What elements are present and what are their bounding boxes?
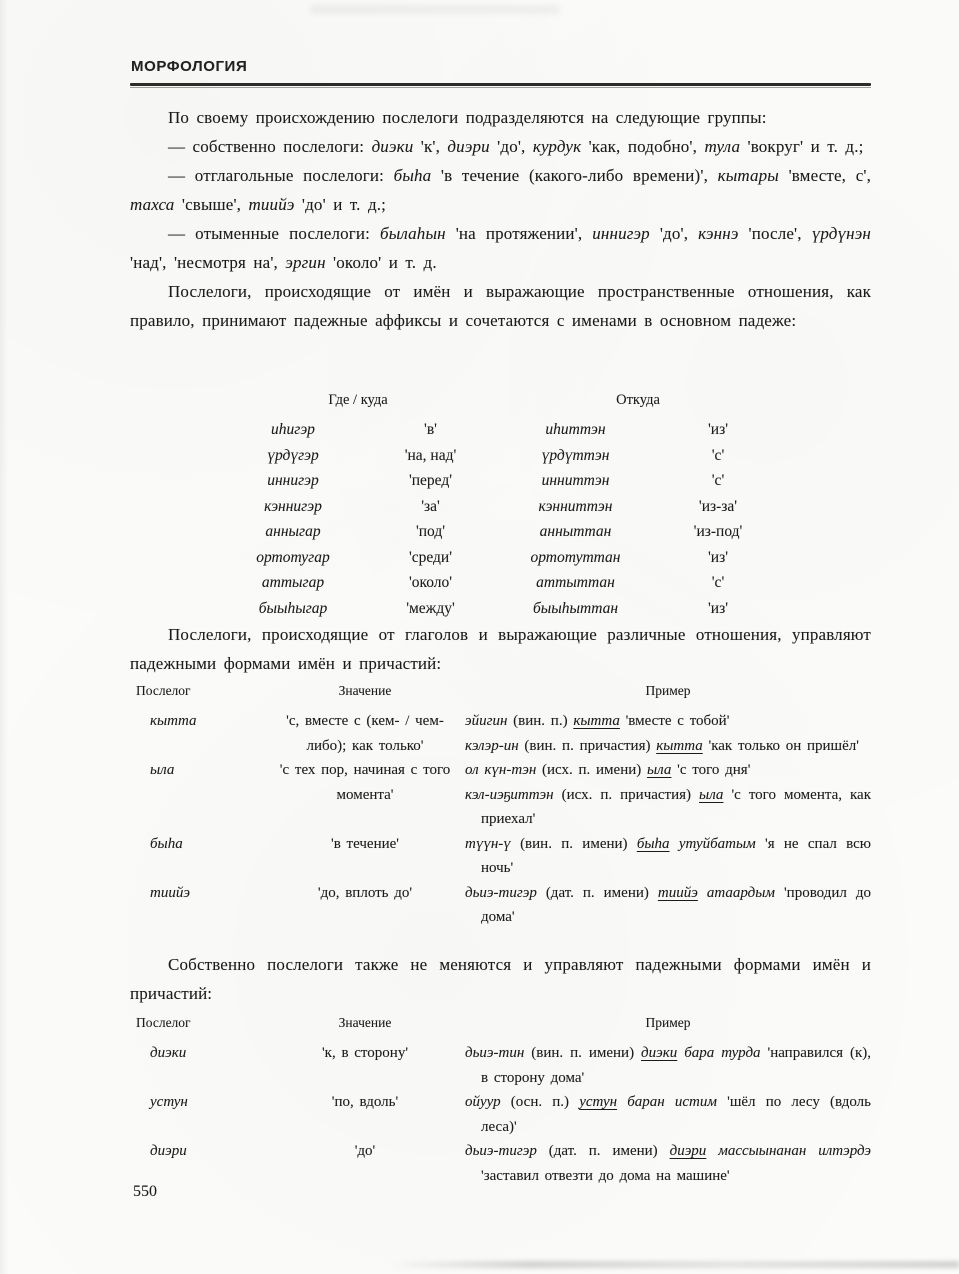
gloss: 'из-за' <box>698 497 738 515</box>
column-header-postposition: Послелог <box>136 683 191 698</box>
table-row <box>221 417 781 443</box>
table-row <box>221 570 781 596</box>
table-row <box>130 758 871 832</box>
paragraph-spatial-note: Послелоги, происходящие от имён и выражающие пространственные отношения, как правило, принимают падежные аффиксы и сочетаются с именами в основном падеже: <box>130 282 871 330</box>
example-sentence: ойуур (осн. п.) устун баран истим 'шёл по лесу (вдоль леса)' <box>465 1094 871 1135</box>
example-sentence: ол күн-тэн (исх. п. имени) ыла 'с того дня' <box>465 762 751 778</box>
header-rule <box>130 83 871 88</box>
meaning-cell: 'до' <box>354 1143 376 1159</box>
table-row <box>221 468 781 494</box>
running-header-title: МОРФОЛОГИЯ <box>131 58 248 75</box>
gloss: 'за' <box>421 497 440 515</box>
table-row <box>130 1139 871 1188</box>
yakut-word: ортотуттан <box>530 548 621 566</box>
meaning-cell: 'в течение' <box>331 835 399 852</box>
postposition-word: диэки <box>150 1045 187 1061</box>
example-sentence: эйигин (вин. п.) кытта 'вместе с тобой' <box>465 713 730 729</box>
meaning-cell: 'с тех пор, начиная с того момента' <box>279 762 451 803</box>
paragraph-nominal-postpositions: — отыменные послелоги: былаһын 'на протяжении', иннигэр 'до', кэннэ 'после', үрдүнэн 'над', 'несмотря на', эргин 'около' и т. д. <box>130 224 871 272</box>
table-row <box>130 709 871 758</box>
yakut-word: аттыттан <box>536 574 615 591</box>
examples-cell <box>465 1090 871 1139</box>
postposition-word: тиийэ <box>150 884 190 901</box>
gloss: 'среди' <box>408 548 453 566</box>
examples-cell <box>465 1139 871 1188</box>
postposition-word: ыла <box>150 762 175 778</box>
paragraph-verbal-note-wrap <box>130 620 871 678</box>
example-sentence: кэлэр-ин (вин. п. причастия) кытта 'как только он пришёл' <box>465 737 859 754</box>
scan-smudge-bottom <box>388 1261 959 1268</box>
yakut-word: иһиттэн <box>545 421 606 438</box>
column-header-example: Пример <box>645 1015 691 1030</box>
examples-cell <box>465 832 871 881</box>
yakut-word: инниттэн <box>541 472 610 489</box>
examples-cell <box>465 758 871 832</box>
yakut-word: кэнниттэн <box>538 497 613 515</box>
table-own-postpositions <box>130 1014 871 1188</box>
examples-cell <box>465 1041 871 1090</box>
paragraph-own-note: Собственно послелоги также не меняются и управляют падежными формами имён и причастий: <box>130 955 871 1003</box>
meaning-cell: 'с, вместе с (кем- / чем-либо); как только' <box>286 713 444 754</box>
table-header-row <box>130 1014 871 1032</box>
table-row <box>130 881 871 930</box>
examples-cell <box>465 881 871 930</box>
table-where-from-header <box>221 390 781 410</box>
postposition-word: диэри <box>150 1143 187 1159</box>
postposition-word: кытта <box>150 713 197 729</box>
table-row <box>130 1041 871 1090</box>
table-row <box>221 545 781 571</box>
table-header-row <box>130 682 871 700</box>
yakut-word: ортотугар <box>256 548 330 566</box>
paragraph-own-note-wrap <box>130 950 871 1008</box>
example-sentence: кэл-иэҕиттэн (исх. п. причастия) ыла 'с того момента, как приехал' <box>465 786 872 827</box>
table-row <box>221 596 781 622</box>
yakut-word: анныттан <box>539 523 612 540</box>
column-header-meaning: Значение <box>338 1015 392 1030</box>
gloss: 'с' <box>711 472 725 489</box>
column-header-postposition: Послелог <box>136 1015 191 1030</box>
yakut-word: быыһыгар <box>258 599 328 617</box>
yakut-word: кэннигэр <box>264 497 322 515</box>
table-where-from <box>130 390 871 621</box>
meaning-cell: 'до, вплоть до' <box>317 884 413 901</box>
yakut-word: үрдүттэн <box>541 446 610 464</box>
gloss: 'в' <box>424 421 437 438</box>
table-row <box>130 1090 871 1139</box>
postposition-word: быһа <box>150 835 183 852</box>
example-sentence: дьиэ-тигэр (дат. п. имени) диэри массыынанан илтэрдэ 'заставил отвезти до дома на машине' <box>465 1143 871 1184</box>
paragraph-verbal-postpositions: — отглагольные послелоги: быһа 'в течение (какого-либо времени)', кытары 'вместе, с', тахса 'свыше', тиийэ 'до' и т. д.; <box>130 166 871 214</box>
scan-smudge-top <box>310 5 560 14</box>
gloss: 'с' <box>711 446 725 464</box>
example-sentence: дьиэ-тин (вин. п. имени) диэки бара турда 'направился (к), в сторону дома' <box>465 1045 872 1086</box>
gloss: 'под' <box>415 523 446 540</box>
table-row <box>221 443 781 469</box>
yakut-word: иннигэр <box>267 472 319 489</box>
gloss: 'из' <box>707 599 728 617</box>
yakut-word: иһигэр <box>271 421 315 438</box>
examples-cell <box>465 709 871 758</box>
gloss: 'из' <box>707 421 728 438</box>
example-sentence: дьиэ-тигэр (дат. п. имени) тиийэ атаардым 'проводил до дома' <box>465 884 872 925</box>
yakut-word: аттыгар <box>261 574 325 591</box>
paragraph-verbal-note: Послелоги, происходящие от глаголов и выражающие различные отношения, управляют падежными формами имён и причастий: <box>130 625 871 673</box>
postposition-word: устун <box>150 1094 188 1110</box>
scan-shadow-left-edge <box>0 0 8 1274</box>
gloss: 'из-под' <box>693 523 743 540</box>
paragraph-own-postpositions: — собственно послелоги: диэки 'к', диэри 'до', курдук 'как, подобно', тула 'вокруг' и т. д.; <box>168 137 864 156</box>
meaning-cell: 'по, вдоль' <box>331 1094 399 1110</box>
meaning-cell: 'к, в сторону' <box>321 1045 409 1061</box>
table-row <box>221 519 781 545</box>
page-number: 550 <box>133 1183 157 1200</box>
gloss: 'между' <box>406 599 455 617</box>
table-row <box>221 494 781 520</box>
table-verbal-postpositions <box>130 682 871 930</box>
table-row <box>130 832 871 881</box>
gloss: 'из' <box>707 548 728 566</box>
column-header-example: Пример <box>645 683 691 698</box>
gloss: 'с' <box>711 574 725 591</box>
column-header-from: Откуда <box>616 392 660 408</box>
yakut-word: үрдүгэр <box>267 446 319 464</box>
gloss: 'около' <box>408 574 453 591</box>
column-header-meaning: Значение <box>338 683 392 698</box>
gloss: 'на, над' <box>404 446 457 464</box>
yakut-word: анныгар <box>265 523 321 540</box>
column-header-where: Где / куда <box>328 392 388 408</box>
paragraph-groups-intro: По своему происхождению послелоги подразделяются на следующие группы: <box>168 108 767 127</box>
yakut-word: быыһыттан <box>532 599 619 617</box>
intro-paragraphs <box>130 103 871 335</box>
example-sentence: түүн-ү (вин. п. имени) быһа утуйбатым 'я не спал всю ночь' <box>465 835 871 876</box>
gloss: 'перед' <box>408 472 453 489</box>
